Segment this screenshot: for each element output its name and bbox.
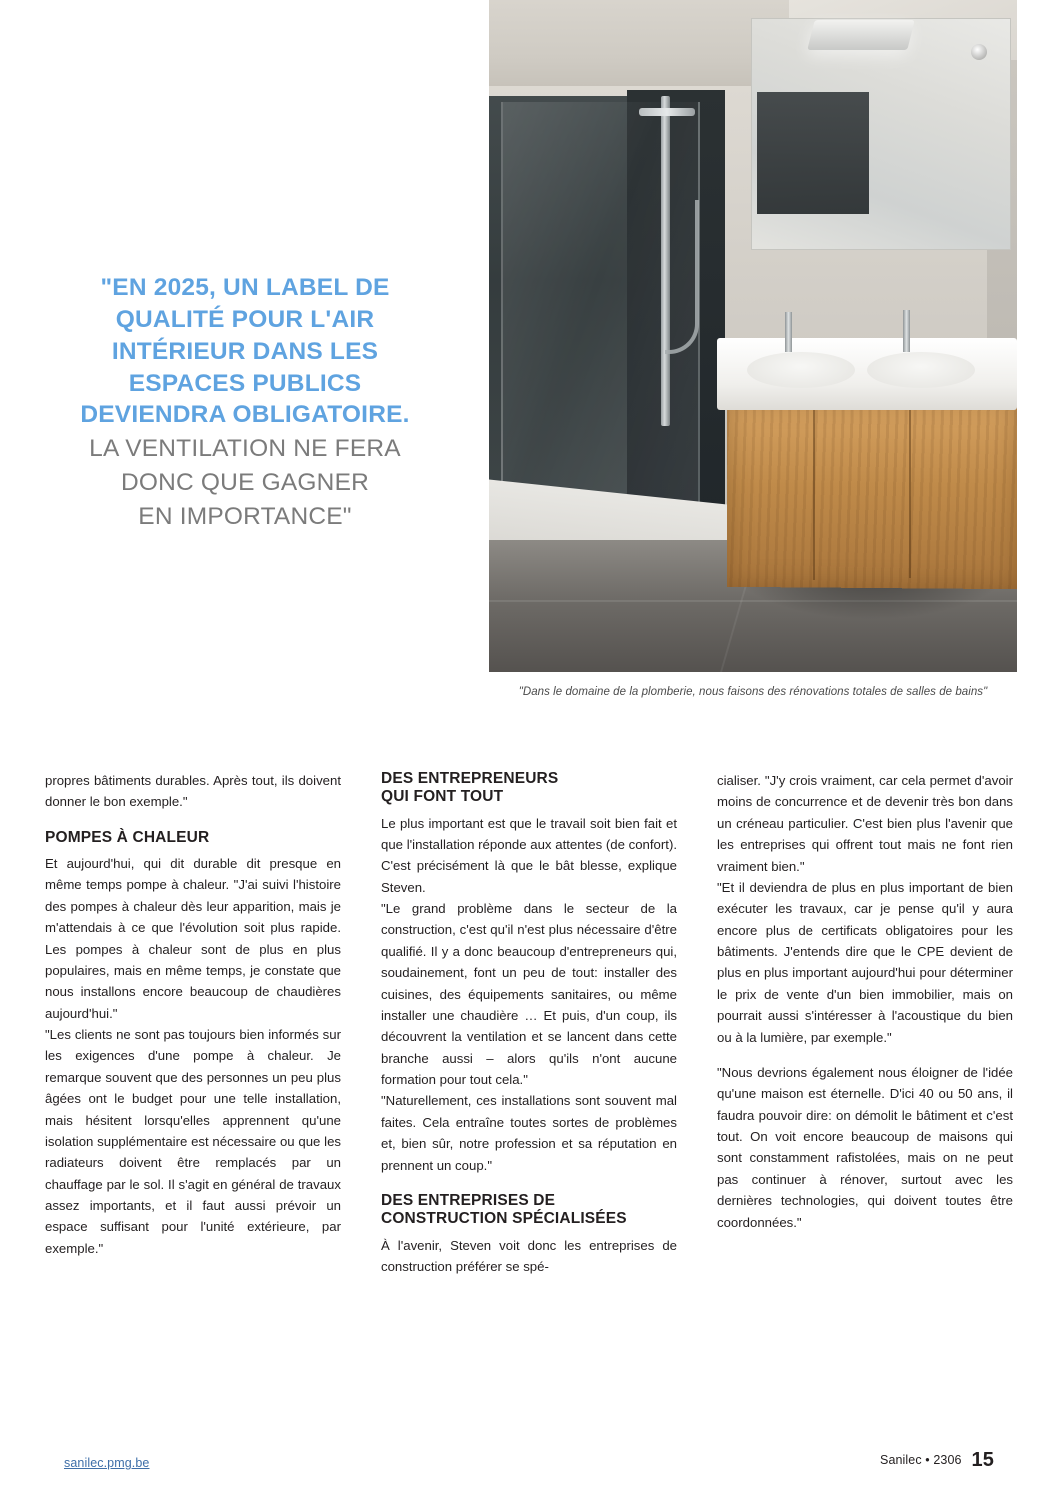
- photo-wall-light: [807, 20, 914, 50]
- pull-quote-line-1: "EN 2025, UN LABEL DE: [100, 274, 390, 301]
- col2-paragraph-3: "Naturellement, ces installations sont souvent mal faites. Cela entraîne toutes sortes de problèmes et, bien sûr, notre profession et sa réputation en prennent un coup.": [381, 1093, 677, 1173]
- heading-des-entrepreneurs-line-2: QUI FONT TOUT: [381, 788, 504, 806]
- col3-paragraph-3: "Nous devrions également nous éloigner de l'idée qu'une maison est éternelle. D'ici 40 ou 50 ans, il faudra pouvoir dire: on démolit le bâtiment et c'est tout. On voit encore beaucoup de maisons qui sont constamment rafistolées, mais on ne peut pas continuer à rénover, surtout avec les dernières technologies, qui doivent toutes être coordonnées.": [717, 1064, 1013, 1230]
- pull-quote-line-4: ESPACES PUBLICS: [128, 369, 362, 397]
- col1-paragraph-2: "Les clients ne sont pas toujours bien informés sur les exigences d'une pompe à chaleur. Je remarque souvent que des personnes un peu plus âgées ont le budget pour une telle installation, mais hésitent lorsqu'elles apprennent qu'une isolation supplémentaire est nécessaire ou que les radiateurs doivent être remplacés par un chauffage par le sol. Il s'agit en général de travaux assez importants, et il faut aussi prévoir un espace suffisant pour l'unité extérieure, par exemple.": [45, 1027, 341, 1256]
- footer-publication-info: [880, 1449, 994, 1472]
- col3-spacer: [717, 1048, 1013, 1062]
- col2-paragraph-1: Le plus important est que le travail soit bien fait et que l'installation réponde aux attentes (de confort). C'est précisément là que le bât blesse, explique Steven.: [381, 815, 677, 895]
- col2-paragraph-2: "Le grand problème dans le secteur de la construction, c'est qu'il n'est plus nécessaire d'être qualifié. Il y a donc beaucoup d'entrepreneurs qui, soudainement, font un peu de tout: installer des cuisines, des équipements sanitaires, ou même installer une chaudière … Et puis, d'un coup, ils découvrent la ventilation et se lancent dans cette branche aussi – alors qu'ils n'ont aucune formation pour tout cela.": [381, 901, 677, 1088]
- pull-quote-line-6: LA VENTILATION NE FERA: [89, 435, 401, 463]
- photo-basin-left: [747, 352, 855, 388]
- bathroom-photo: [489, 0, 1017, 672]
- col1-intro-paragraph: propres bâtiments durables. Après tout, ils doivent donner le bon exemple.": [45, 773, 341, 810]
- col2-paragraph-4: À l'avenir, Steven voit donc les entreprises de construction préférer se spé-: [381, 1237, 677, 1274]
- col3-paragraph-1: cialiser. "J'y crois vraiment, car cela permet d'avoir moins de concurrence et de devenir très bon dans un créneau particulier. C'est bien plus l'avenir que les entreprises qui offrent tout mais ne font rien vraiment bien.": [717, 773, 1013, 874]
- page-top-area: [0, 0, 1058, 720]
- photo-shower-head: [639, 108, 695, 116]
- pull-quote-line-7: DONC QUE GAGNER: [120, 469, 370, 497]
- photo-tap-right: [903, 310, 910, 352]
- pull-quote: [45, 272, 445, 533]
- col1-paragraph-1: Et aujourd'hui, qui dit durable dit presque en même temps pompe à chaleur. "J'ai suivi l'histoire des pompes à chaleur dès leur apparition, mais je m'attendais à ce que l'évolution soit plus rapide. Les pompes à chaleur sont de plus en plus populaires, mais en même temps, je constate que nous installons encore beaucoup de chaudières aujourd'hui.": [45, 856, 341, 1021]
- footer-publication-name: Sanilec • 2306: [880, 1453, 962, 1467]
- photo-vanity-seam-left: [813, 400, 815, 580]
- photo-wooden-vanity: [727, 399, 1017, 589]
- footer-page-number: 15: [971, 1449, 994, 1471]
- photo-ceiling-spot: [971, 44, 987, 60]
- column-3: [717, 770, 1013, 1233]
- col3-paragraph-2: "Et il deviendra de plus en plus important de bien exécuter les travaux, car je pense qu'il y aura encore plus de certificats obligatoires pour les bâtiments. J'entends dire que le CPE devient de plus en plus important aujourd'hui pour déterminer le prix de vente d'un bien immobilier, mais on pourrait aussi s'intéresser à l'acoustique du bien ou à la lumière, par exemple.": [717, 879, 1013, 1045]
- photo-tap-left: [785, 312, 792, 352]
- heading-des-entreprises-line-1: DES ENTREPRISES DE: [381, 1191, 556, 1209]
- pull-quote-line-5: DEVIENDRA OBLIGATOIRE.: [80, 401, 410, 429]
- photo-mirror-reflection: [757, 92, 869, 214]
- pull-quote-line-2: QUALITÉ POUR L'AIR: [115, 305, 375, 333]
- pull-quote-line-8: EN IMPORTANCE": [138, 502, 352, 530]
- column-2: [381, 770, 677, 1277]
- photo-shower-hose: [665, 200, 699, 354]
- photo-basin-right: [867, 352, 975, 388]
- article-columns: [45, 770, 1013, 1430]
- photo-caption: "Dans le domaine de la plomberie, nous faisons des rénovations totales de salles de bains": [518, 686, 988, 698]
- photo-image: [489, 0, 1017, 672]
- pull-quote-line-3: INTÉRIEUR DANS LES: [111, 337, 379, 365]
- column-1: [45, 770, 341, 1259]
- heading-pompes-a-chaleur: POMPES À CHALEUR: [45, 828, 210, 846]
- page-footer: [0, 1444, 1058, 1470]
- heading-des-entrepreneurs: [381, 770, 677, 807]
- photo-vanity-seam-right: [909, 402, 911, 578]
- footer-website-link[interactable]: sanilec.pmg.be: [64, 1456, 150, 1470]
- heading-des-entreprises-line-2: CONSTRUCTION SPÉCIALISÉES: [381, 1210, 627, 1228]
- heading-des-entrepreneurs-line-1: DES ENTREPRENEURS: [381, 770, 559, 787]
- heading-des-entreprises: [381, 1192, 677, 1229]
